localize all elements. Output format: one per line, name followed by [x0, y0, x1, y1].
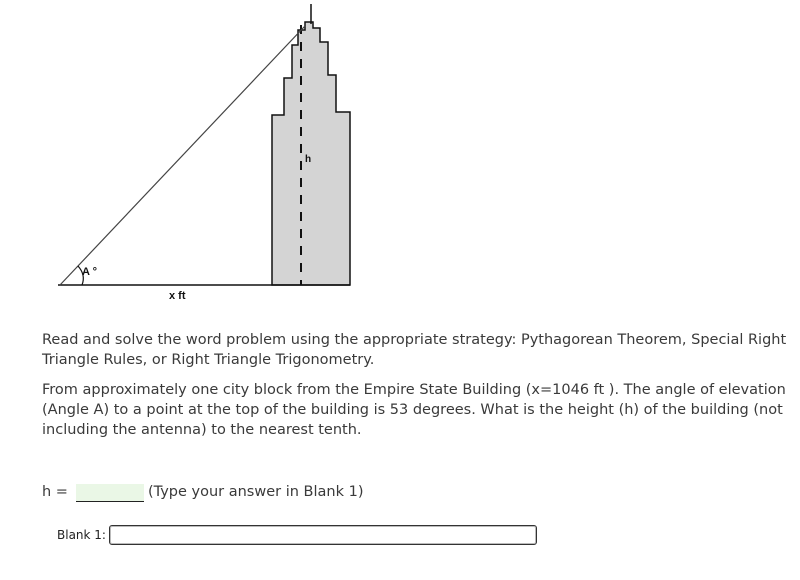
height-label: h: [305, 154, 312, 165]
blank-1-row: [57, 525, 537, 545]
instructions-text: Read and solve the word problem using the appropriate strategy: Pythagorean Theorem, Special Right Triangle Rules, or Right Triangle Trigonometry.: [42, 332, 787, 368]
answer-row: [42, 482, 364, 502]
angle-label: A °: [82, 266, 97, 278]
blank-1-label: Blank 1:: [57, 528, 106, 542]
blank-1-input[interactable]: [109, 525, 537, 545]
answer-hint: (Type your answer in Blank 1): [147, 484, 364, 500]
question-text: [42, 330, 787, 450]
inline-blank-1[interactable]: [76, 484, 144, 502]
answer-prefix: h =: [42, 484, 68, 500]
problem-text: From approximately one city block from the Empire State Building (x=1046 ft ). The angle of elevation (Angle A) to a point at the top of the building is 53 degrees. What is the height (h) of the building (not including the antenna) to the nearest tenth.: [42, 382, 786, 438]
base-label: x ft: [169, 290, 186, 302]
line-of-sight: [60, 26, 305, 285]
